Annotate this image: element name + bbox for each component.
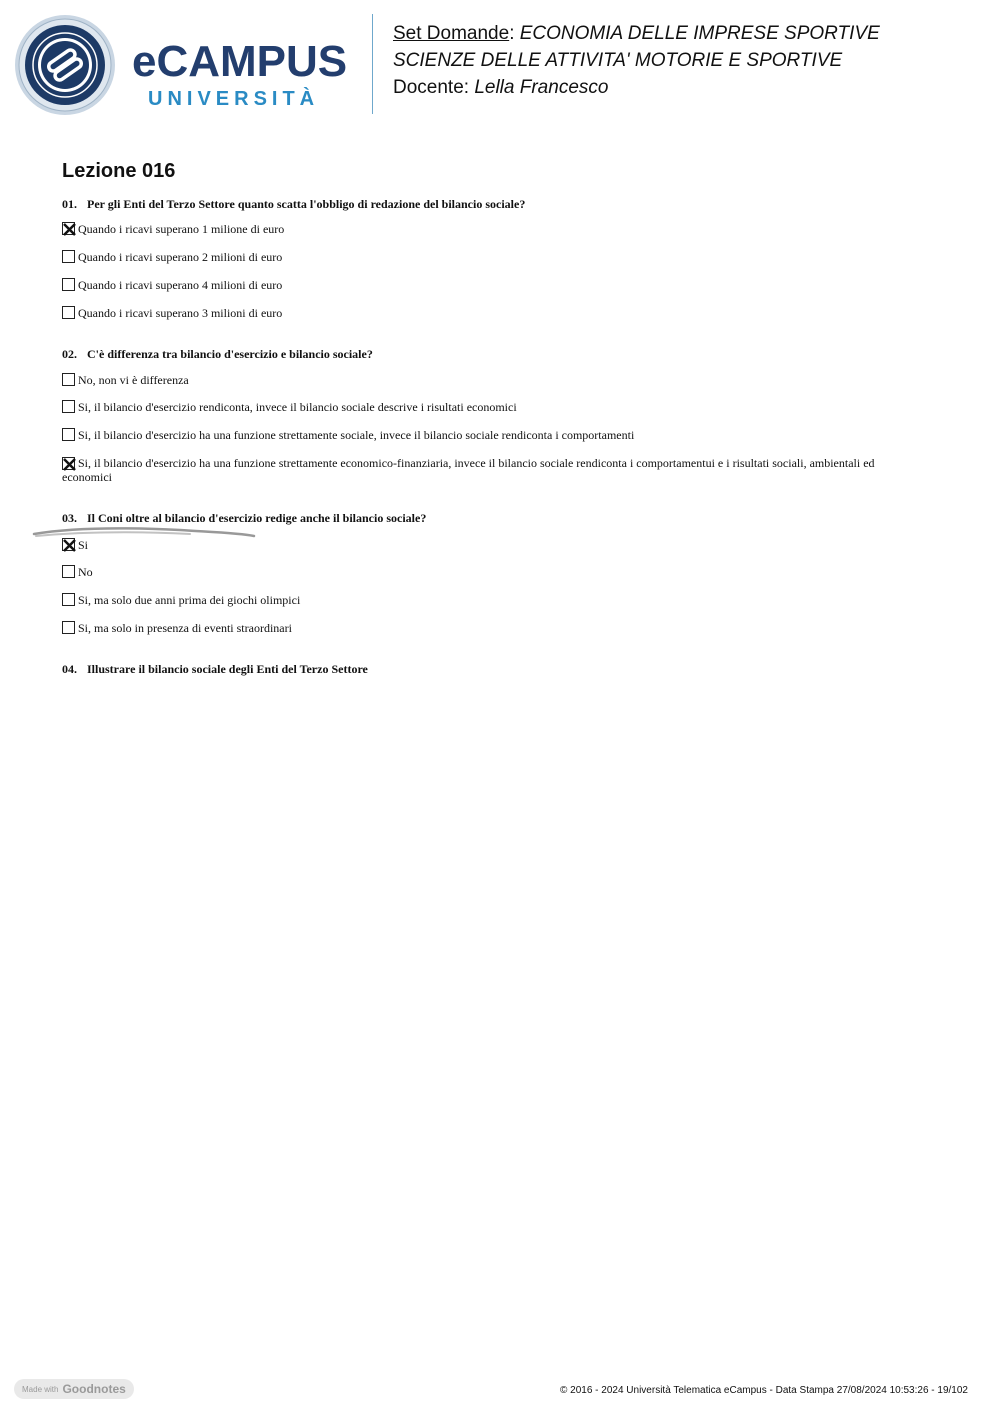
question-number: 03. <box>62 511 77 525</box>
checkbox[interactable] <box>62 400 75 413</box>
watermark-prefix: Made with <box>22 1384 59 1394</box>
set-title-line1: ECONOMIA DELLE IMPRESE SPORTIVE <box>519 23 880 44</box>
option-01-b[interactable] <box>62 250 922 264</box>
question-02 <box>62 347 373 362</box>
option-text: Quando i ricavi superano 3 milioni di euro <box>78 306 283 320</box>
question-number: 04. <box>62 662 77 676</box>
checkbox[interactable] <box>62 593 75 606</box>
question-text: Per gli Enti del Terzo Settore quanto scatta l'obbligo di redazione del bilancio sociale? <box>87 197 526 211</box>
option-01-c[interactable] <box>62 278 922 292</box>
checkbox[interactable] <box>62 306 75 319</box>
checkbox[interactable] <box>62 621 75 634</box>
checkbox[interactable] <box>62 250 75 263</box>
checkbox-checked[interactable] <box>62 538 75 551</box>
question-text: C'è differenza tra bilancio d'esercizio e bilancio sociale? <box>87 347 373 361</box>
goodnotes-watermark <box>14 1379 134 1399</box>
option-text: No <box>78 565 93 579</box>
brand-name: eCAMPUS <box>132 37 348 86</box>
option-01-a[interactable] <box>62 222 922 236</box>
page-footer: © 2016 - 2024 Università Telematica eCampus - Data Stampa 27/08/2024 10:53:26 - 19/102 <box>560 1385 968 1396</box>
option-03-c[interactable] <box>62 593 922 607</box>
checkbox[interactable] <box>62 278 75 291</box>
option-text: Quando i ricavi superano 1 milione di euro <box>78 222 285 236</box>
option-text: Si, ma solo in presenza di eventi straordinari <box>78 621 292 635</box>
option-text: No, non vi è differenza <box>78 373 189 387</box>
ecampus-wordmark <box>132 37 348 111</box>
option-text: Si, il bilancio d'esercizio rendiconta, invece il bilancio sociale descrive i risultati economici <box>78 400 517 414</box>
option-text: Si, il bilancio d'esercizio ha una funzione strettamente economico-finanziaria, invece il bilancio sociale rendiconta i comportamentui e i risultati sociali, ambientali ed economici <box>62 456 875 484</box>
page-header <box>0 0 1000 130</box>
checkbox[interactable] <box>62 565 75 578</box>
checkbox-checked[interactable] <box>62 222 75 235</box>
option-03-a[interactable] <box>62 538 922 552</box>
checkbox-checked[interactable] <box>62 457 75 470</box>
header-divider <box>372 14 373 114</box>
question-text: Illustrare il bilancio sociale degli Enti del Terzo Settore <box>87 662 368 676</box>
watermark-app: Goodnotes <box>62 1382 126 1396</box>
checkbox[interactable] <box>62 373 75 386</box>
set-label: Set Domande <box>393 23 510 44</box>
option-02-d[interactable] <box>62 456 902 484</box>
option-03-b[interactable] <box>62 565 922 579</box>
option-text: Si, il bilancio d'esercizio ha una funzione strettamente sociale, invece il bilancio sociale rendiconta i comportamenti <box>78 428 635 442</box>
checkbox[interactable] <box>62 428 75 441</box>
option-03-d[interactable] <box>62 621 922 635</box>
question-04 <box>62 662 368 677</box>
question-number: 02. <box>62 347 77 361</box>
lesson-title: Lezione 016 <box>62 160 176 182</box>
docente-name: Lella Francesco <box>474 77 609 98</box>
header-info: Set Domande: ECONOMIA DELLE IMPRESE SPORTIVE SCIENZE DELLE ATTIVITA' MOTORIE E SPORTIVE Docente: Lella Francesco <box>393 23 880 98</box>
docente-label: Docente: <box>393 77 470 98</box>
set-title-line2: SCIENZE DELLE ATTIVITA' MOTORIE E SPORTIVE <box>393 50 843 71</box>
question-text: Il Coni oltre al bilancio d'esercizio redige anche il bilancio sociale? <box>87 511 427 525</box>
option-text: Quando i ricavi superano 4 milioni di euro <box>78 278 283 292</box>
university-seal-logo <box>14 14 116 116</box>
option-02-b[interactable] <box>62 400 922 414</box>
option-02-a[interactable] <box>62 373 922 387</box>
option-text: Si <box>78 538 89 552</box>
question-01 <box>62 197 525 212</box>
option-text: Quando i ricavi superano 2 milioni di euro <box>78 250 283 264</box>
option-02-c[interactable] <box>62 428 922 442</box>
option-text: Si, ma solo due anni prima dei giochi olimpici <box>78 593 301 607</box>
brand-subtitle: UNIVERSITÀ <box>148 88 320 110</box>
question-number: 01. <box>62 197 77 211</box>
option-01-d[interactable] <box>62 306 922 320</box>
